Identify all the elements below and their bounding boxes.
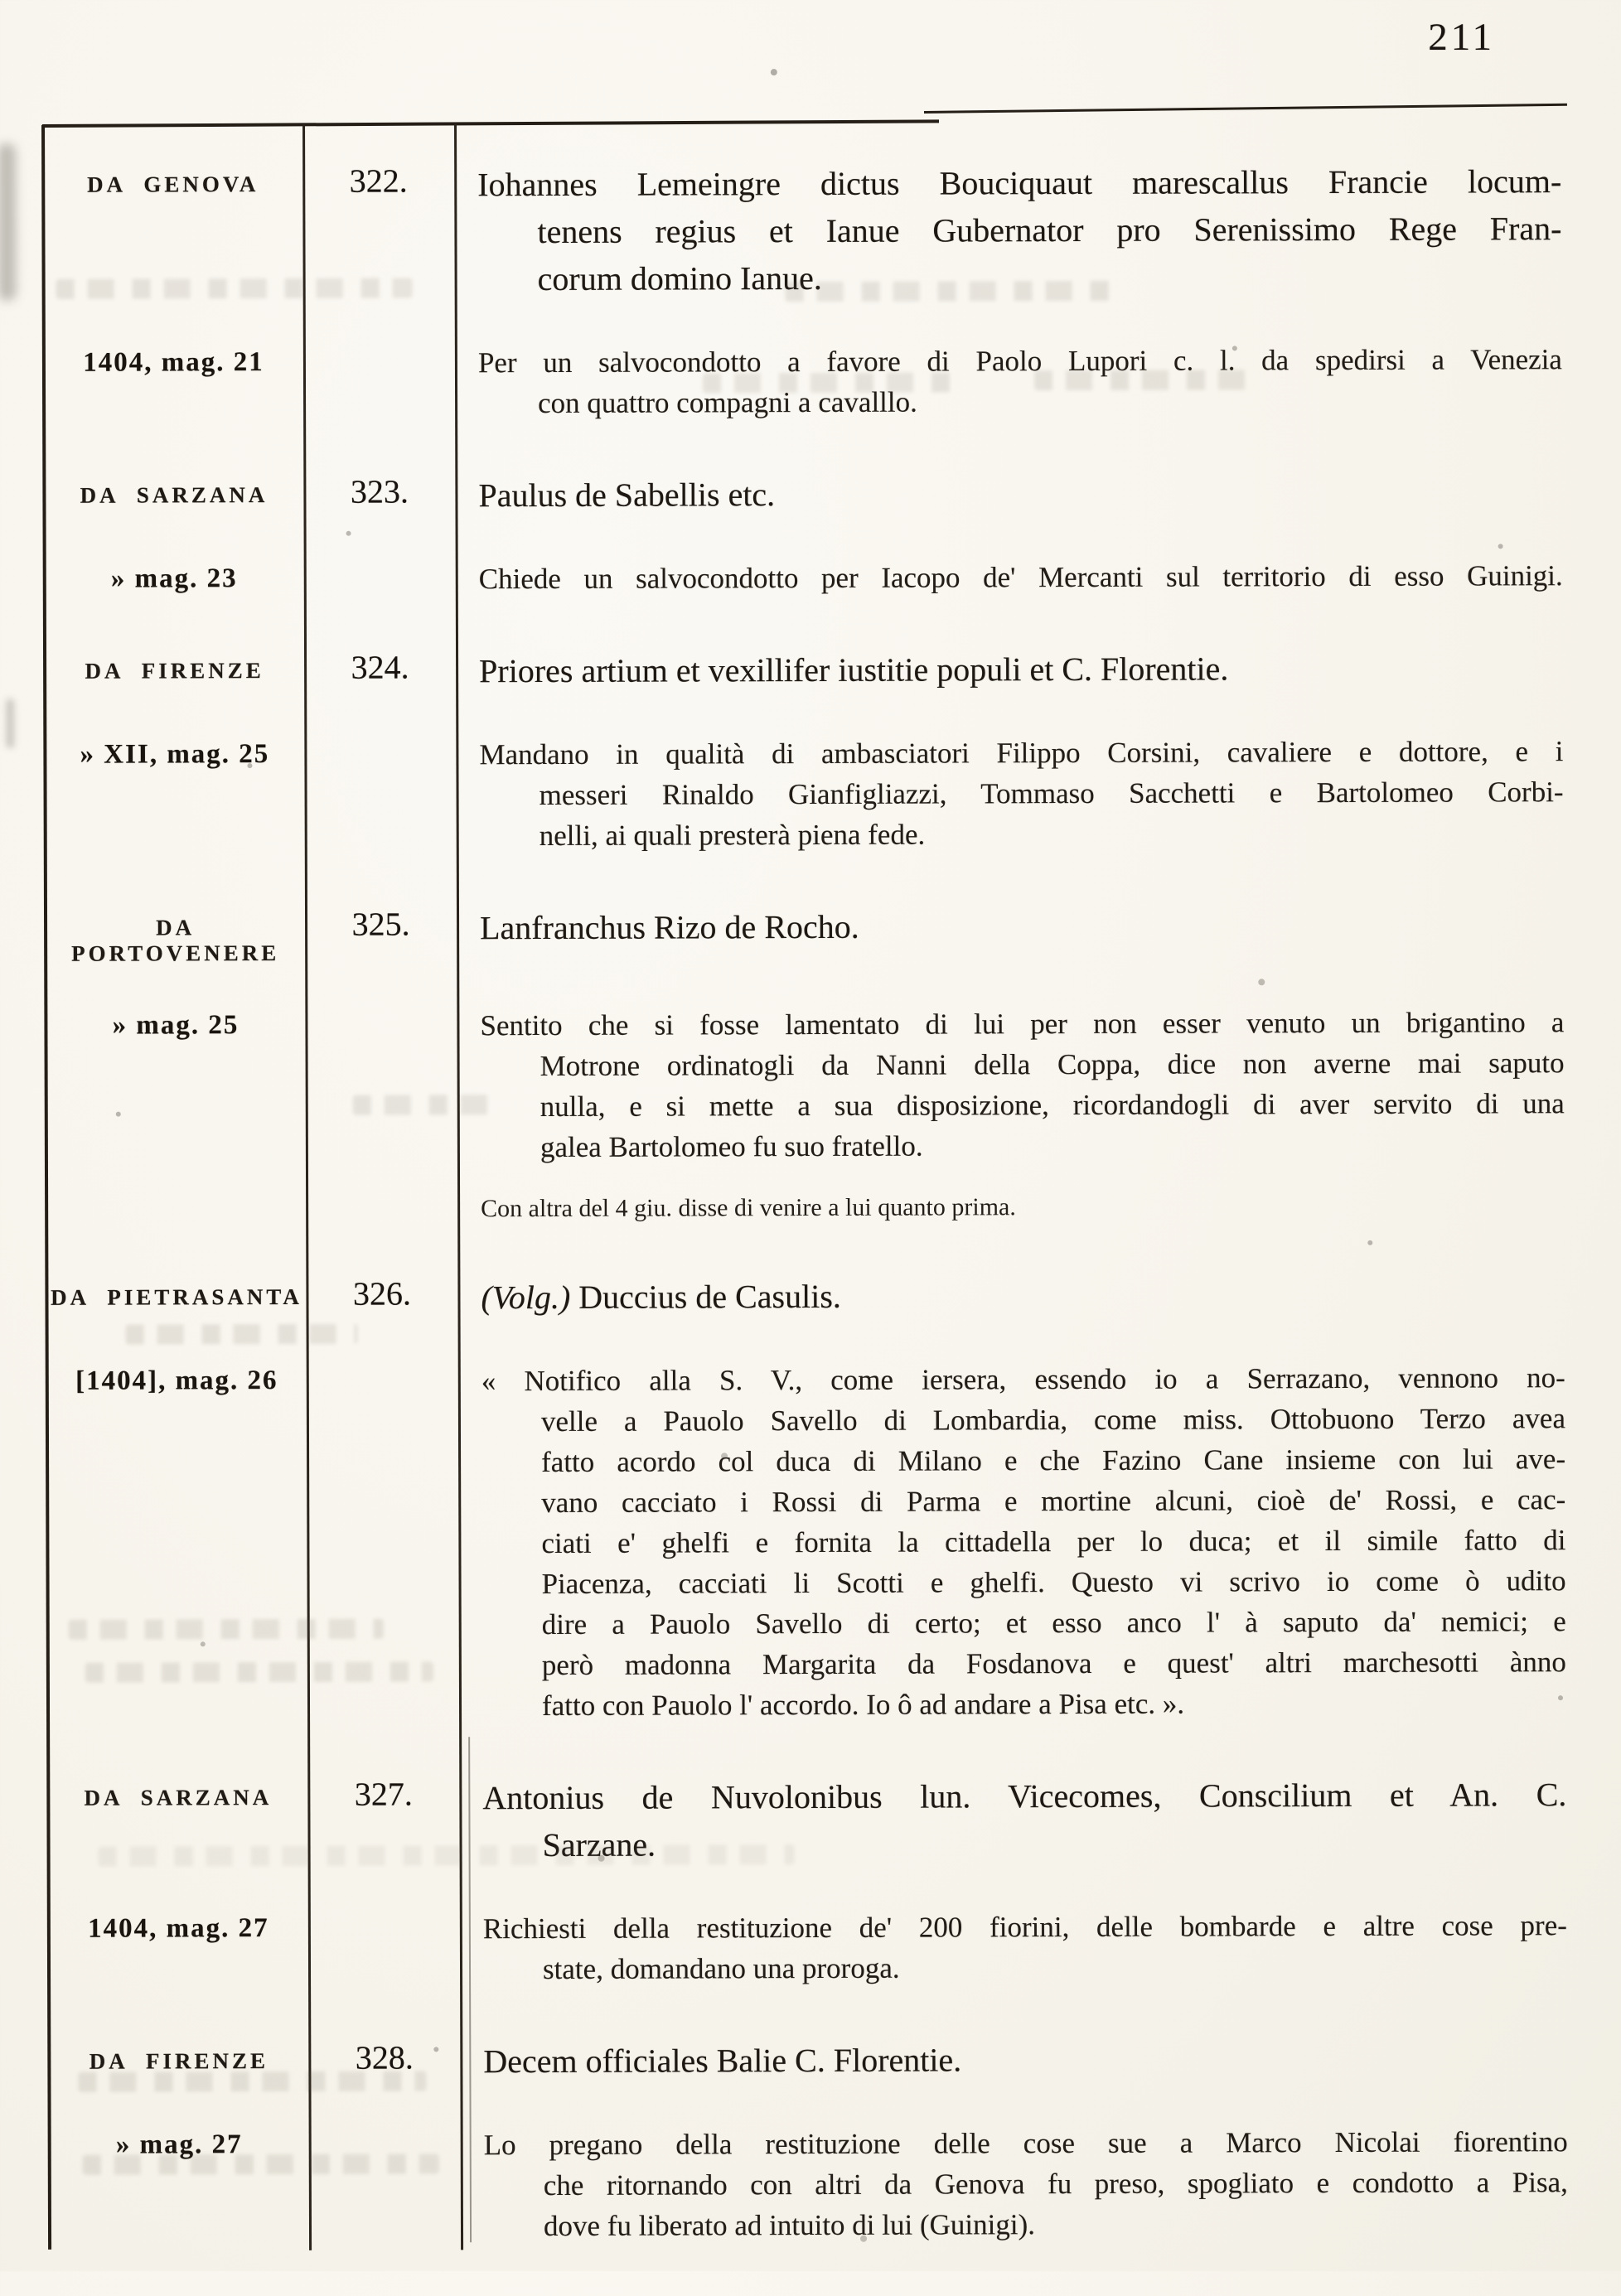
bleed-through-artifact — [786, 281, 1117, 302]
heading-line: Priores artium et vexillifer iustitie populi et C. Florentie. — [479, 650, 1229, 690]
note-line: Con altra del 4 giu. disse di venire a lui quanto prima. — [481, 1193, 1016, 1223]
heading-text: Duccius de Casulis. — [578, 1277, 841, 1316]
volgare-italic-marker: (Volg.) — [481, 1278, 571, 1317]
entry-number: 326. — [352, 1274, 412, 1312]
bleed-through-artifact — [56, 278, 413, 299]
entry-summary — [457, 1002, 1576, 1225]
page-number: 211 — [1428, 16, 1495, 59]
entry-summary — [460, 1905, 1579, 1989]
summary-line: state, domandano una proroga. — [542, 1951, 900, 1986]
scan-specks — [0, 2, 1, 6]
summary-line: nulla, e si mette a sua disposizione, ricordandogli di aver servito di una — [540, 1087, 1565, 1124]
summary-line: Chiede un salvocondotto per Iacopo de' Mercanti sul territorio di esso Guinigi. — [478, 559, 1563, 596]
entry-heading — [455, 468, 1574, 519]
register-entry — [44, 468, 1574, 601]
date-label: » mag. 25 — [112, 1010, 240, 1041]
entry-summary — [461, 2121, 1580, 2246]
scan-edge-smudge — [6, 698, 14, 748]
date-label: [1404], mag. 26 — [75, 1366, 278, 1396]
summary-line: Piacenza, cacciati li Scotti e ghelfi. Questo vi scrivo io come ò udito — [541, 1564, 1566, 1601]
bleed-through-artifact — [1034, 370, 1250, 390]
bleed-through-artifact — [703, 372, 951, 393]
register-entry — [49, 2034, 1580, 2248]
date-label: » mag. 27 — [115, 2129, 243, 2160]
date-label: 1404, mag. 21 — [83, 347, 264, 378]
date-label: 1404, mag. 27 — [88, 1913, 269, 1944]
entry-number: 325. — [351, 905, 410, 943]
bleed-through-artifact — [69, 1619, 384, 1640]
register-entries — [43, 119, 1580, 2296]
bleed-through-artifact — [353, 1095, 494, 1115]
empty-number-cell — [309, 2124, 461, 2125]
place-label: DA GENOVA — [87, 172, 259, 197]
place-label: DA PORTOVENERE — [71, 915, 280, 966]
summary-line: Motrone ordinatogli da Nanni della Coppa, dice non averne mai saputo — [540, 1046, 1565, 1083]
summary-line: con quattro compagni a cavalllo. — [538, 385, 917, 420]
entry-heading — [457, 901, 1575, 951]
empty-number-cell — [304, 734, 456, 735]
entry-heading — [456, 644, 1575, 694]
date-label: » XII, mag. 25 — [80, 739, 270, 770]
heading-line: Decem officiales Balie C. Florentie. — [483, 2041, 962, 2081]
place-label: DA SARZANA — [80, 482, 269, 508]
entry-heading-row — [46, 901, 1575, 967]
register-entry — [46, 901, 1576, 1227]
heading-line: corum domino Ianue. — [537, 259, 822, 298]
entry-number: 322. — [349, 162, 408, 200]
summary-line: Sentito che si fosse lamentato di lui per non esser venuto un brigantino a — [480, 1006, 1565, 1042]
heading-line — [481, 1270, 1565, 1321]
summary-line: velle a Pauolo Savello di Lombardia, come miss. Ottobuono Terzo avea — [540, 1402, 1565, 1438]
summary-line: ciati e' ghelfi e fornita la cittadella per lo duca; et il simile fatto di — [541, 1524, 1566, 1560]
summary-line: dove fu liberato ad intuito di lui (Guinigi). — [543, 2208, 1036, 2243]
heading-line: Antonius de Nuvolonibus lun. Vicecomes, Conscilium et An. C. — [482, 1776, 1567, 1817]
entry-heading — [460, 2034, 1579, 2085]
entry-summary-row — [50, 2121, 1580, 2248]
bleed-through-artifact — [99, 1844, 795, 1867]
summary-line: galea Bartolomeo fu suo fratello. — [540, 1129, 923, 1164]
empty-number-cell — [308, 1908, 460, 1909]
empty-number-cell — [304, 558, 456, 559]
summary-line: però madonna Margarita da Fosdanova e quest' altri marchesotti ànno — [541, 1646, 1566, 1682]
summary-line: dire a Pauolo Savello di certo; et esso anco l' à saputo da' nemici; e — [541, 1605, 1566, 1641]
summary-line: Mandano in qualità di ambasciatori Filippo Corsini, cavaliere e dottore, e i — [479, 735, 1564, 771]
entry-summary-row — [45, 555, 1575, 601]
entry-summary — [456, 731, 1575, 856]
summary-line: fatto acordo col duca di Milano e che Fazino Cane insieme con lui ave- — [541, 1443, 1566, 1479]
bleed-through-artifact — [85, 1661, 433, 1682]
register-entry — [48, 1771, 1579, 1991]
summary-line: messeri Rinaldo Gianfigliazzi, Tommaso Sacchetti e Bartolomeo Corbi- — [539, 776, 1564, 812]
entry-number: 324. — [351, 648, 409, 686]
summary-line: nelli, ai quali presterà piena fede. — [539, 818, 926, 853]
entry-summary-row — [45, 731, 1575, 858]
bleed-through-artifact — [126, 1324, 358, 1345]
entry-summary — [455, 339, 1574, 423]
heading-line: Iohannes Lemeingre dictus Bouciquaut marescallus Francie locum- — [477, 162, 1562, 204]
register-entry — [45, 644, 1575, 858]
summary-line: fatto con Pauolo l' accordo. Io ô ad andare a Pisa etc. ». — [541, 1687, 1185, 1723]
entry-heading-row — [45, 644, 1575, 696]
heading-line: tenens regius et Ianue Gubernator pro Serenissimo Rege Fran- — [537, 210, 1562, 251]
summary-line: « Notifico alla S. V., come iersera, essendo io a Serrazano, vennono no- — [481, 1361, 1565, 1398]
entry-note — [481, 1189, 1565, 1225]
bleed-through-artifact — [83, 2153, 439, 2174]
empty-number-cell — [305, 1005, 457, 1006]
entry-heading-row — [46, 1270, 1576, 1322]
scan-edge-smudge — [0, 143, 17, 301]
top-horizontal-rule-right — [924, 104, 1567, 114]
bleed-through-artifact — [78, 2071, 426, 2091]
heading-line: Sarzane. — [542, 1825, 656, 1864]
entry-heading-row — [44, 468, 1574, 520]
heading-line: Paulus de Sabellis etc. — [478, 476, 776, 515]
entry-number: 327. — [354, 1775, 413, 1813]
entry-summary-row — [46, 1002, 1576, 1227]
entry-summary — [456, 555, 1575, 599]
entry-summary-row — [49, 1905, 1579, 1991]
summary-line: Richiesti della restituzione de' 200 fiorini, delle bombarde e altre cose pre- — [482, 1909, 1567, 1946]
entry-number: 323. — [350, 472, 409, 510]
place-label: DA SARZANA — [84, 1785, 273, 1810]
empty-number-cell — [303, 342, 455, 343]
entry-number: 328. — [355, 2038, 414, 2076]
entry-summary — [458, 1357, 1578, 1726]
place-label: DA FIRENZE — [85, 658, 264, 684]
summary-line: vano cacciato i Rossi di Parma e mortine alcuni, cioè de' Rossi, e cac- — [541, 1483, 1566, 1520]
entry-heading — [457, 1270, 1576, 1321]
summary-line: Per un salvocondotto a favore di Paolo Lupori c. l. da spedirsi a Venezia — [477, 343, 1562, 379]
heading-line: Lanfranchus Rizo de Rocho. — [480, 907, 859, 947]
summary-line: Lo pregano della restituzione delle cose sue a Marco Nicolai fiorentino — [483, 2125, 1568, 2162]
summary-line: che ritornando con altri da Genova fu preso, spogliato e condotto a Pisa, — [543, 2166, 1568, 2202]
place-label: DA PIETRASANTA — [51, 1283, 302, 1310]
place-label: DA FIRENZE — [89, 2048, 269, 2074]
date-label: » mag. 23 — [110, 563, 238, 594]
